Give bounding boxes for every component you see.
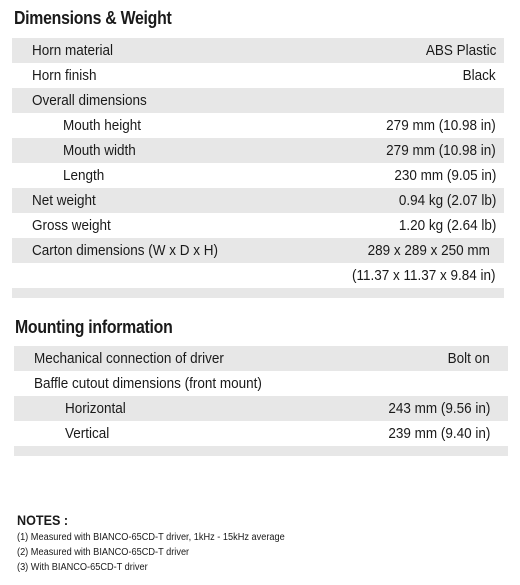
row-value: (11.37 x 11.37 x 9.84 in) bbox=[352, 267, 496, 284]
row-label: Carton dimensions (W x D x H) bbox=[32, 242, 219, 259]
row-value: 0.94 kg (2.07 lb) bbox=[398, 192, 496, 209]
mounting-table bbox=[14, 346, 508, 456]
row-value: 230 mm (9.05 in) bbox=[393, 167, 496, 184]
table-row bbox=[14, 396, 508, 421]
table-row bbox=[14, 421, 508, 446]
table-row bbox=[12, 138, 504, 163]
row-value: Black bbox=[462, 67, 496, 84]
row-label: Vertical bbox=[65, 425, 110, 442]
table-row bbox=[12, 88, 504, 113]
table-end-bar bbox=[12, 288, 504, 298]
row-label: Horn material bbox=[32, 42, 114, 59]
table-row bbox=[12, 238, 504, 263]
table-row bbox=[12, 113, 504, 138]
row-label: Gross weight bbox=[32, 217, 111, 234]
note-item: (3) With BIANCO-65CD-T driver bbox=[17, 562, 148, 573]
note-item: (2) Measured with BIANCO-65CD-T driver bbox=[17, 547, 190, 558]
dimensions-weight-heading: Dimensions & Weight bbox=[14, 8, 172, 28]
row-value: ABS Plastic bbox=[425, 42, 496, 59]
row-label: Overall dimensions bbox=[32, 92, 147, 109]
table-row bbox=[12, 263, 504, 288]
table-row bbox=[12, 38, 504, 63]
table-row bbox=[12, 63, 504, 88]
table-end-bar bbox=[14, 446, 508, 456]
row-value: 279 mm (10.98 in) bbox=[386, 142, 496, 159]
table-row bbox=[12, 213, 504, 238]
row-label: Horn finish bbox=[32, 67, 97, 84]
row-value: 1.20 kg (2.64 lb) bbox=[398, 217, 496, 234]
row-label: Mouth width bbox=[63, 142, 136, 159]
row-label: Mechanical connection of driver bbox=[34, 350, 224, 367]
row-label: Mouth height bbox=[63, 117, 142, 134]
row-label: Net weight bbox=[32, 192, 96, 209]
notes-title: NOTES : bbox=[17, 512, 69, 528]
row-label: Horizontal bbox=[65, 400, 126, 417]
row-value: 289 x 289 x 250 mm bbox=[367, 242, 490, 259]
row-value: 239 mm (9.40 in) bbox=[387, 425, 490, 442]
row-label: Baffle cutout dimensions (front mount) bbox=[34, 375, 262, 392]
note-item: (1) Measured with BIANCO-65CD-T driver, 1kHz - 15kHz average bbox=[17, 532, 285, 543]
row-value: 243 mm (9.56 in) bbox=[387, 400, 490, 417]
row-value: Bolt on bbox=[447, 350, 490, 367]
table-row bbox=[14, 346, 508, 371]
row-value: 279 mm (10.98 in) bbox=[386, 117, 496, 134]
table-row bbox=[12, 188, 504, 213]
table-row bbox=[14, 371, 508, 396]
table-row bbox=[12, 163, 504, 188]
mounting-heading: Mounting information bbox=[15, 317, 173, 337]
dimensions-weight-table bbox=[12, 38, 504, 298]
row-label: Length bbox=[63, 167, 105, 184]
